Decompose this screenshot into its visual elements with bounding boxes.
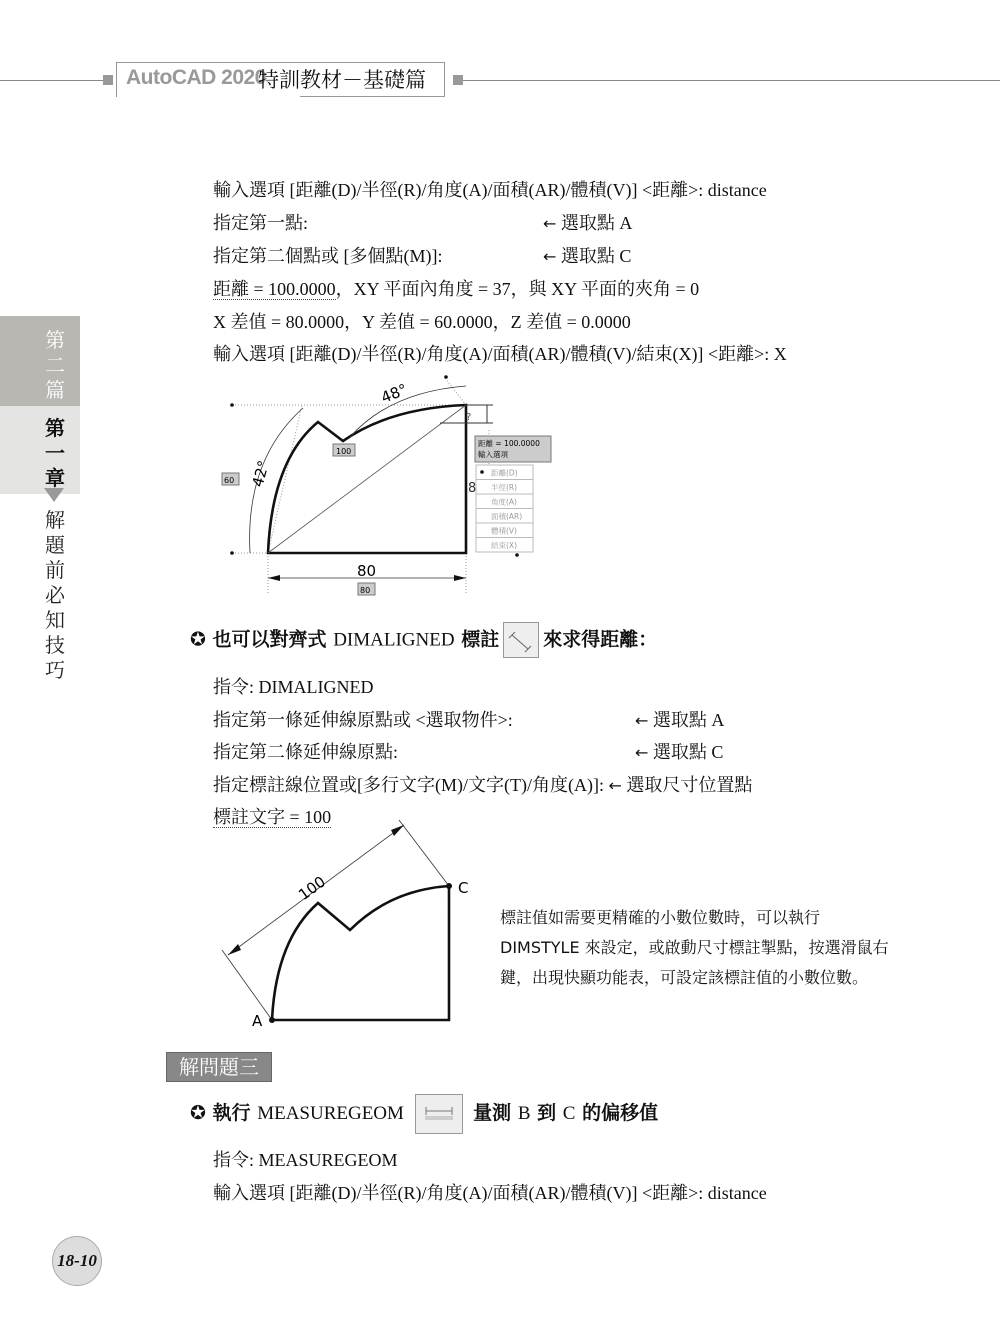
heading-text: 來求得距離： (543, 628, 658, 651)
svg-text:8: 8 (468, 481, 477, 496)
shape-outline-2 (272, 886, 449, 1020)
arrow-left-icon: ← (608, 776, 622, 795)
input-100: 100 (336, 447, 352, 456)
cmd-note-text: 選取點 C (652, 742, 724, 762)
dim-text-result: 標註文字 = 100 (213, 807, 332, 827)
heading-command: MEASUREGEOM (257, 1103, 404, 1124)
page-number: 18-10 (52, 1236, 102, 1286)
cmd-line: 指定第一點: (213, 213, 309, 233)
cmd-line: 指令: MEASUREGEOM (213, 1150, 398, 1170)
tooltip-line1: 距離 = 100.0000 (478, 439, 540, 448)
menu-item-label: 面積(AR) (491, 512, 523, 521)
menu-item-label: 角度(A) (491, 497, 517, 507)
arrow-left-icon: ← (543, 214, 557, 233)
arrow-left-icon: ← (543, 247, 557, 266)
tooltip-line2: 輸入選項 (478, 450, 508, 459)
cmd-note-text: 選取點 C (560, 246, 632, 266)
menu-item-label: 結束(X) (491, 541, 517, 550)
section-heading-measuregeom (190, 1093, 658, 1134)
cmd-note-text: 選取點 A (652, 710, 725, 730)
cmd-line: 指定第二條延伸線原點: (213, 742, 398, 762)
heading-text: 標註 (461, 628, 500, 651)
svg-text:?: ? (466, 412, 472, 423)
heading-text: 也可以對齊式 (212, 628, 327, 651)
dim-100-label: 100 (295, 872, 329, 904)
heading-text: 到 (537, 1102, 557, 1124)
header-title-en: AutoCAD 2020 (126, 66, 266, 89)
cmd-line: X 差值 = 80.0000，Y 差值 = 60.0000，Z 差值 = 0.0000 (213, 312, 631, 332)
dim-80-label: 80 (357, 562, 377, 580)
cmd-line: 指定第二個點或 [多個點(M)]: (213, 246, 443, 266)
cmd-line: 輸入選項 [距離(D)/半徑(R)/角度(A)/面積(AR)/體積(V)] <距離>: distance (213, 180, 767, 200)
side-tab-part-label: 第二篇 (45, 328, 65, 402)
input-60: 60 (224, 476, 235, 485)
side-tab-chapter-label: 第一章 (45, 416, 65, 490)
side-tab-section-label: 解題前必知技巧 (45, 508, 65, 682)
arrow-left-icon: ← (635, 743, 649, 762)
heading-text: B (517, 1103, 531, 1124)
angle-48-label: 48° (378, 380, 410, 407)
heading-text: C (562, 1103, 576, 1124)
problem-tag: 解問題三 (166, 1052, 272, 1082)
arrow-left-icon: ← (635, 711, 649, 730)
star-bullet-icon: ✪ (190, 1102, 206, 1124)
point-a-label: A (252, 1012, 263, 1030)
distance-result: 距離 = 100.0000 (213, 279, 336, 299)
cmd-line: 輸入選項 [距離(D)/半徑(R)/角度(A)/面積(AR)/體積(V)] <距離>: distance (213, 1183, 767, 1203)
cmd-line: 指令: DIMALIGNED (213, 677, 374, 697)
angle-42-label: 42° (248, 458, 273, 489)
heading-text: 的偏移值 (582, 1102, 659, 1124)
cmd-line: 指定第一條延伸線原點或 <選取物件>: (213, 710, 513, 730)
cmd-line-text: 指定標註線位置或[多行文字(M)/文字(T)/角度(A)]: (213, 775, 604, 795)
cmd-line-rest: ，XY 平面內角度 = 37，與 XY 平面的夾角 = 0 (335, 279, 700, 299)
menu-item-label: 半徑(R) (491, 483, 518, 492)
heading-text: 執行 (212, 1102, 251, 1124)
heading-command: DIMALIGNED (333, 629, 455, 651)
input-80: 80 (360, 586, 371, 595)
heading-text: 量測 (473, 1102, 512, 1124)
cmd-line: 輸入選項 [距離(D)/半徑(R)/角度(A)/面積(AR)/體積(V)/結束(X)] <距離>: X (213, 344, 787, 364)
menu-item-label: 體積(V) (491, 526, 517, 536)
measure-distance-tool-icon (415, 1094, 463, 1134)
point-c-label: C (458, 879, 469, 897)
cmd-note-text: 選取點 A (560, 213, 633, 233)
cmd-note-text: 選取尺寸位置點 (626, 775, 753, 795)
menu-item-label: 距離(D) (491, 468, 518, 478)
star-bullet-icon: ✪ (190, 628, 206, 651)
header-title-zh: 特訓教材－基礎篇 (258, 68, 426, 92)
tip-note: 標註值如需要更精確的小數位數時，可以執行 DIMSTYLE 來設定，或啟動尺寸標註掣點，按選滑鼠右鍵，出現快顯功能表，可設定該標註值的小數位數。 (500, 908, 889, 987)
